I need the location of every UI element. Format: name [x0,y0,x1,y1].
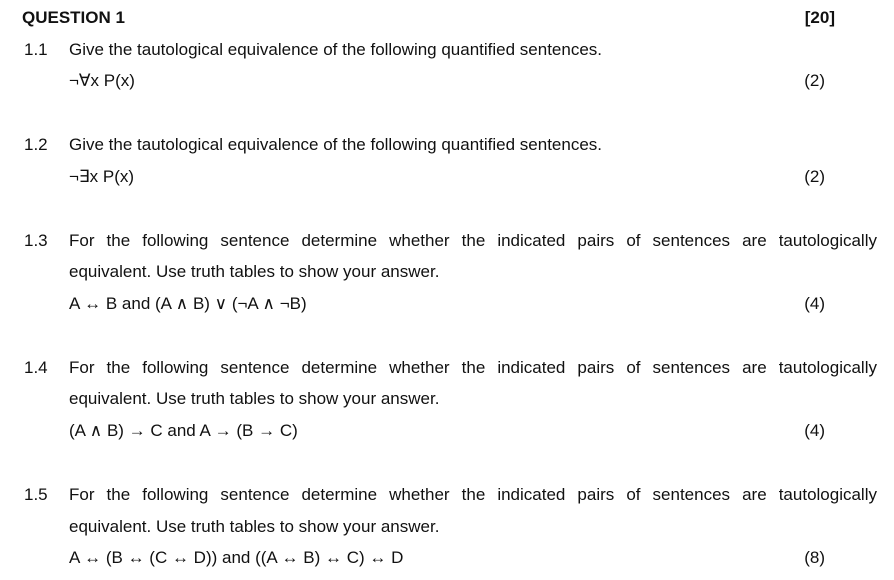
question-expression-1-5: A ↔ (B ↔ (C ↔ D)) and ((A ↔ B) ↔ C) ↔ D [69,548,404,567]
question-number-1-3: 1.3 [24,231,48,250]
question-marks-1-4: (4) [804,421,825,440]
question-expression-1-3: A ↔ B and (A ∧ B) ∨ (¬A ∧ ¬B) [69,294,307,313]
question-marks-1-2: (2) [804,167,825,186]
total-marks: [20] [804,8,835,27]
question-text-1-5-line-1: For the following sentence determine whether the indicated pairs of sentences are tautologically [69,485,877,504]
question-text-1-5-line-2: equivalent. Use truth tables to show your answer. [69,517,440,536]
question-expression-1-1: ¬∀x P(x) [69,71,135,90]
question-marks-1-3: (4) [804,294,825,313]
question-number-1-1: 1.1 [24,40,48,59]
question-number-1-5: 1.5 [24,485,48,504]
question-title: QUESTION 1 [22,8,125,27]
question-text-1-3-line-1: For the following sentence determine whether the indicated pairs of sentences are tautologically [69,231,877,250]
question-text-1-3-line-2: equivalent. Use truth tables to show your answer. [69,262,440,281]
question-text-1-4-line-2: equivalent. Use truth tables to show your answer. [69,389,440,408]
question-text-1-4-line-1: For the following sentence determine whether the indicated pairs of sentences are tautologically [69,358,877,377]
question-number-1-4: 1.4 [24,358,48,377]
question-expression-1-4: (A ∧ B) → C and A → (B → C) [69,421,298,440]
question-text-1-2: Give the tautological equivalence of the following quantified sentences. [69,135,603,154]
question-expression-1-2: ¬∃x P(x) [69,167,135,186]
question-number-1-2: 1.2 [24,135,48,154]
question-marks-1-1: (2) [804,71,825,90]
question-marks-1-5: (8) [804,548,825,567]
question-text-1-1: Give the tautological equivalence of the following quantified sentences. [69,40,603,59]
